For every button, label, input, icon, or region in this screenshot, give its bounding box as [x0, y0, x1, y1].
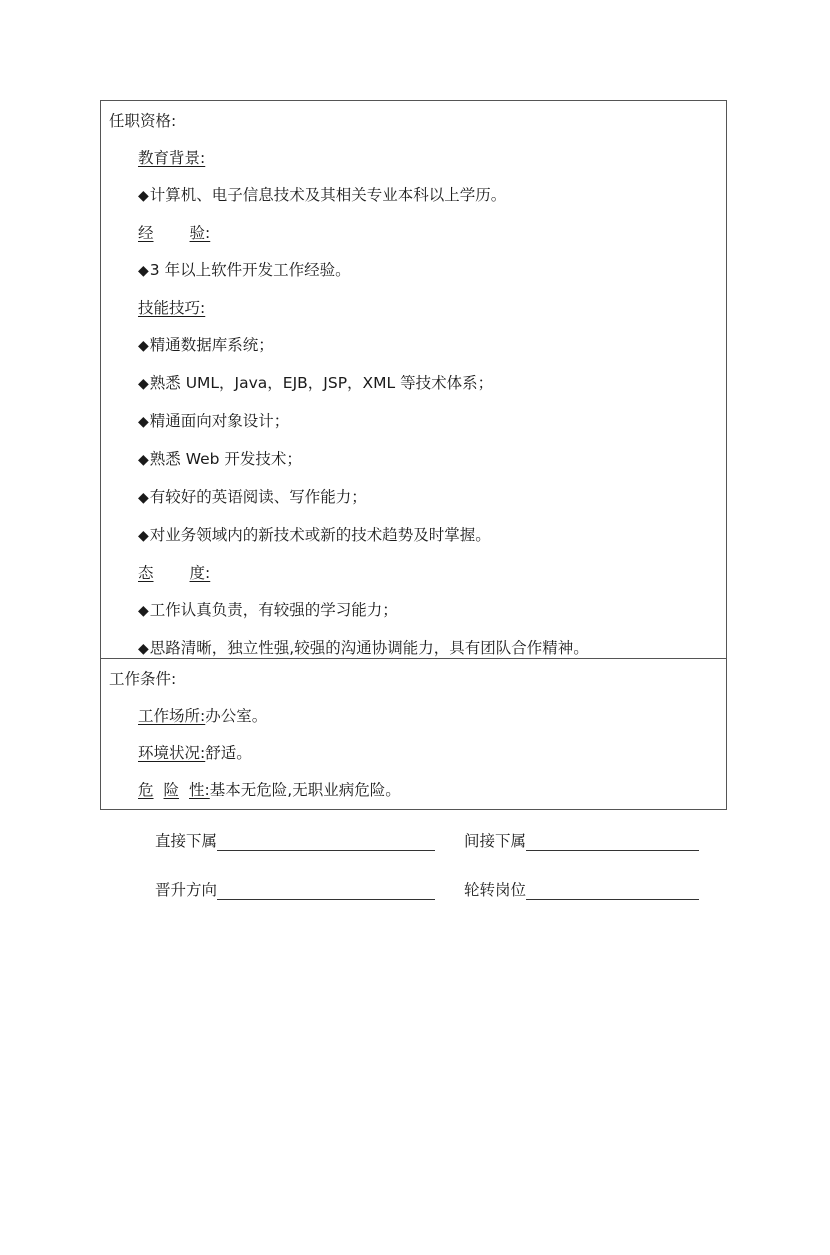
promotion-input-line[interactable] — [217, 881, 435, 900]
skills-item: ◆精通面向对象设计； — [138, 412, 290, 430]
bullet-diamond-icon: ◆ — [138, 603, 149, 619]
bullet-diamond-icon: ◆ — [138, 376, 149, 392]
direct-reports-input-line[interactable] — [217, 832, 435, 851]
footer-row-career — [155, 880, 715, 904]
bullet-diamond-icon: ◆ — [138, 452, 149, 468]
education-item: ◆计算机、电子信息技术及其相关专业本科以上学历。 — [138, 186, 507, 204]
skills-item: ◆精通数据库系统； — [138, 336, 274, 354]
job-requirements-table — [100, 100, 727, 810]
work-place-row: 工作场所:办公室。 — [138, 707, 268, 725]
skills-item: ◆熟悉 UML，Java，EJB，JSP，XML 等技术体系； — [138, 374, 494, 392]
indirect-reports-input-line[interactable] — [526, 832, 699, 851]
bullet-diamond-icon: ◆ — [138, 490, 149, 506]
skills-item: ◆有较好的英语阅读、写作能力； — [138, 488, 367, 506]
rotation-field: 轮转岗位 — [464, 880, 699, 900]
indirect-reports-field: 间接下属 — [464, 831, 699, 851]
skills-item: ◆对业务领域内的新技术或新的技术趋势及时掌握。 — [138, 526, 491, 544]
bullet-diamond-icon: ◆ — [138, 641, 149, 657]
direct-reports-field: 直接下属 — [155, 831, 435, 851]
attitude-item: ◆思路清晰，独立性强,较强的沟通协调能力，具有团队合作精神。 — [138, 639, 589, 657]
bullet-diamond-icon: ◆ — [138, 188, 149, 204]
bullet-diamond-icon: ◆ — [138, 338, 149, 354]
rotation-input-line[interactable] — [526, 881, 699, 900]
watermark — [316, 1025, 563, 1255]
education-label: 教育背景: — [138, 149, 206, 167]
risk-row: 危 险 性:基本无危险,无职业病危险。 — [138, 781, 401, 799]
attitude-label: 态 度: — [138, 564, 211, 582]
experience-item: ◆3 年以上软件开发工作经验。 — [138, 261, 351, 279]
qualifications-section — [101, 101, 726, 658]
work-conditions-section — [101, 658, 726, 809]
bullet-diamond-icon: ◆ — [138, 414, 149, 430]
bullet-diamond-icon: ◆ — [138, 263, 149, 279]
qualifications-title: 任职资格: — [109, 112, 177, 130]
attitude-item: ◆工作认真负责，有较强的学习能力； — [138, 601, 398, 619]
environment-row: 环境状况:舒适。 — [138, 744, 252, 762]
work-conditions-title: 工作条件: — [109, 670, 177, 688]
footer-row-reports — [155, 831, 715, 855]
bullet-diamond-icon: ◆ — [138, 528, 149, 544]
skills-item: ◆熟悉 Web 开发技术； — [138, 450, 302, 468]
experience-label: 经 验: — [138, 224, 211, 242]
skills-label: 技能技巧: — [138, 299, 206, 317]
promotion-field: 晋升方向 — [155, 880, 435, 900]
